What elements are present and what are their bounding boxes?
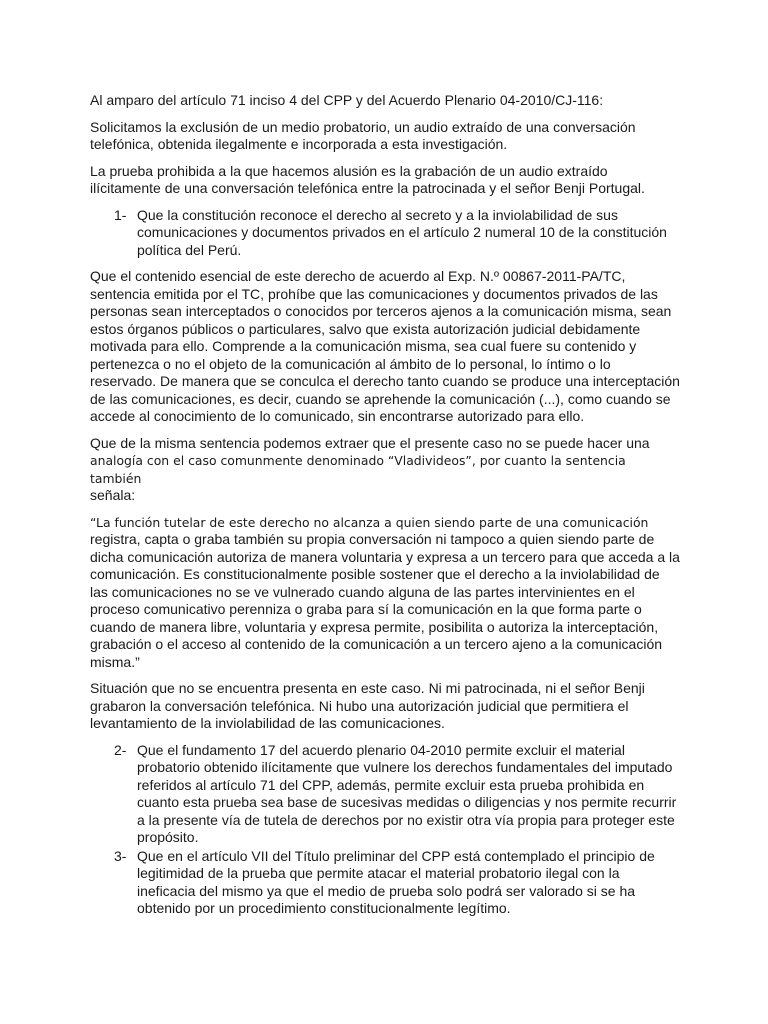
analogy-paragraph	[90, 435, 680, 505]
quote-body: registra, capta o graba también su propia conversación ni tampoco a quien siendo parte de dicha comunicación autoriza de manera voluntaria y expresa a un tercero para que acceda a la comunicación. Es constitucionalmente posible sostener que el derecho a la inviolabilidad de las comunicaciones no se ve vulnerado cuando alguna de las partes intervinientes en el proceso comunicativo perenniza o graba para sí la comunicación en la que forma parte o cuando de manera libre, voluntaria y expresa permite, posibilita o autoriza la interceptación, grabación o el acceso al contenido de la comunicación a un tercero ajeno a la comunicación misma.”	[90, 531, 680, 670]
list-item-text: Que la constitución reconoce el derecho al secreto y a la inviolabilidad de sus comunicaciones y documentos privados en el artículo 2 numeral 10 de la constitución política del Perú.	[137, 206, 667, 258]
list-item	[90, 848, 680, 918]
request-paragraph: Solicitamos la exclusión de un medio probatorio, un audio extraído de una conversación telefónica, obtenida ilegalmente e incorporada a esta investigación.	[90, 118, 636, 152]
list-item-text: Que en el artículo VII del Título preliminar del CPP está contemplado el principio de legitimidad de la prueba que permite atacar el material probatorio ilegal con la ineficacia del mismo ya que el medio de prueba solo podrá ser valorado si se ha obtenido por un procedimiento constitucionalmente legítimo.	[137, 847, 655, 916]
list-item-number: 1-	[114, 206, 127, 223]
document-page	[90, 92, 680, 927]
list-item-number: 2-	[114, 741, 127, 758]
evidence-paragraph: La prueba prohibida a la que hacemos alusión es la grabación de un audio extraído ilícitamente de una conversación telefónica entre la patrocinada y el señor Benji Portugal.	[90, 162, 645, 196]
quote-first-line: “La función tutelar de este derecho no alcanza a quien siendo parte de una comunicación	[90, 514, 649, 530]
list-item	[90, 742, 680, 847]
list-item-text: Que el fundamento 17 del acuerdo plenario 04-2010 permite excluir el material probatorio obtenido ilícitamente que vulnere los derechos fundamentales del imputado referidos al artículo 71 del CPP, además, permite excluir esta prueba prohibida en cuanto esta prueba sea base de sucesivas medidas o diligencias y nos permite recurrir a la presente vía de tutela de derechos por no existir otra vía propia para proteger este propósito.	[137, 741, 677, 845]
numbered-list-1	[90, 207, 680, 260]
numbered-list-2	[90, 742, 680, 918]
analogy-line: señala:	[90, 487, 136, 503]
quote-paragraph	[90, 514, 680, 672]
content-paragraph: Que el contenido esencial de este derecho de acuerdo al Exp. N.º 00867-2011-PA/TC, sentencia emitida por el TC, prohíbe que las comunicaciones y documentos privados de las personas sean interceptados o conocidos por terceros ajenos a la comunicación misma, sean estos órganos públicos o particulares, salvo que exista autorización judicial debidamente motivada para ello. Comprende a la comunicación misma, sea cual fuere su contenido y pertenezca o no el objeto de la comunicación al ámbito de lo personal, lo íntimo o lo reservado. De manera que se conculca el derecho tanto cuando se produce una interceptación de las comunicaciones, es decir, cuando se aprehende la comunicación (...), como cuando se accede al conocimiento de lo comunicado, sin encontrarse autorizado para ello.	[90, 268, 680, 424]
list-item	[90, 207, 680, 260]
analogy-line: analogía con el caso comunmente denominado “Vladivideos”, por cuanto la sentencia también	[90, 453, 626, 486]
intro-paragraph: Al amparo del artículo 71 inciso 4 del CPP y del Acuerdo Plenario 04-2010/CJ-116:	[90, 92, 604, 108]
list-item-number: 3-	[114, 847, 127, 864]
analogy-line: Que de la misma sentencia podemos extraer que el presente caso no se puede hacer una	[90, 434, 650, 451]
situation-paragraph: Situación que no se encuentra presenta en este caso. Ni mi patrocinada, ni el señor Benji grabaron la conversación telefónica. Ni hubo una autorización judicial que permitiera el levantamiento de la inviolabilidad de las comunicaciones.	[90, 680, 645, 731]
